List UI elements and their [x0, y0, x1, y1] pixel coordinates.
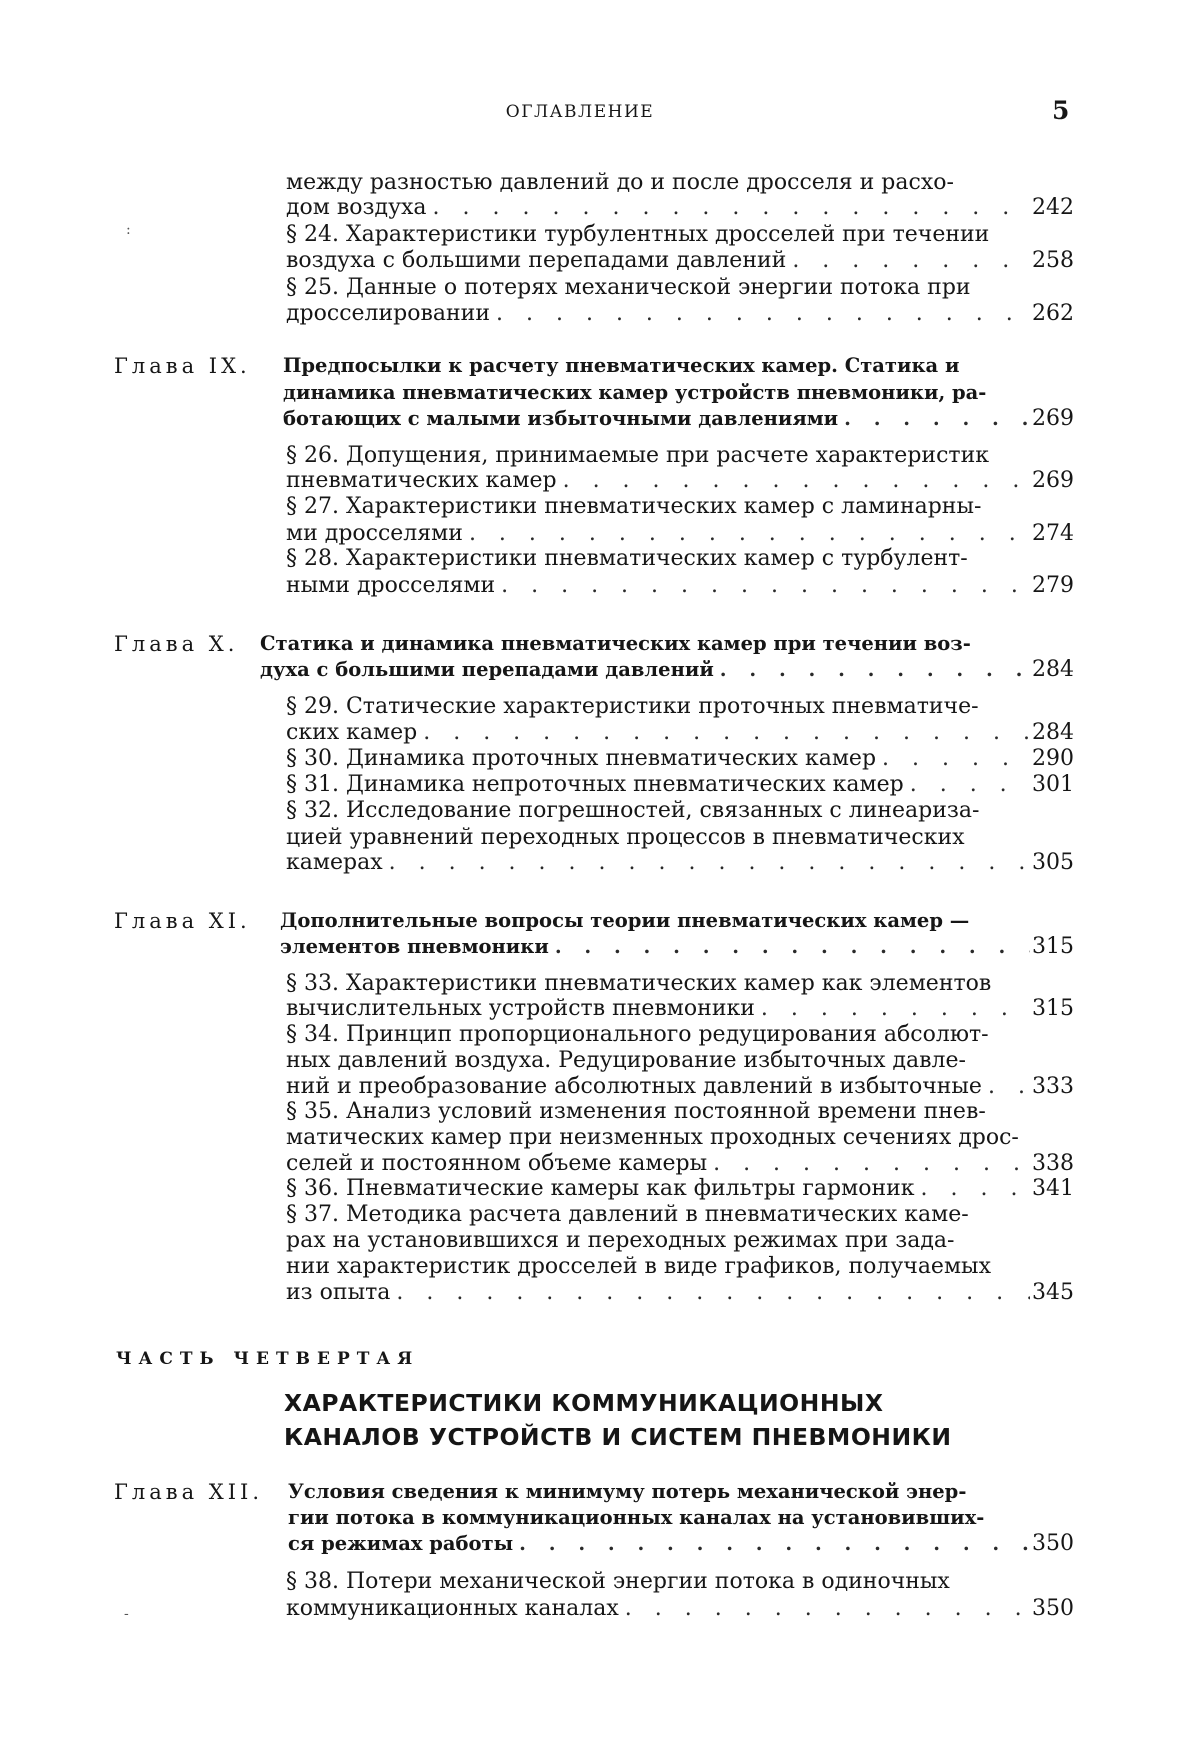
page-ref: 284 [1032, 657, 1074, 682]
page-ref: 341 [1032, 1176, 1074, 1201]
page-ref: 258 [1032, 248, 1074, 273]
toc-entry-text: § 32. Исследование погрешностей, связанных с линеариза- [286, 798, 980, 823]
toc-entry [286, 694, 979, 720]
toc-entry-text: селей и постоянном объеме камеры [286, 1151, 708, 1176]
chapter-title-text: духа с большими перепадами давлений [260, 658, 714, 681]
page-ref: 305 [1032, 850, 1074, 875]
page-ref: 338 [1032, 1151, 1074, 1176]
dot-leader [396, 1280, 1030, 1306]
chapter-title [288, 1505, 984, 1531]
toc-entry-text: дросселировании [286, 301, 490, 326]
chapter-title [280, 908, 969, 934]
dot-leader [792, 248, 1030, 274]
toc-entry [286, 1569, 950, 1595]
dot-leader [519, 1531, 1030, 1557]
toc-entry [286, 1022, 989, 1048]
toc-entry [286, 1099, 986, 1125]
page-ref: 350 [1032, 1531, 1074, 1556]
toc-entry [286, 170, 954, 196]
dot-leader [469, 521, 1030, 547]
toc-entry-text: ских камер [286, 720, 418, 745]
toc-entry [286, 1151, 1030, 1177]
dot-leader [988, 1074, 1030, 1100]
toc-entry [286, 1228, 954, 1254]
dot-leader [555, 934, 1030, 960]
chapter-title-text: Условия сведения к минимуму потерь механической энер- [288, 1480, 967, 1503]
toc-entry-text: § 26. Допущения, принимаемые при расчете характеристик [286, 443, 989, 468]
toc-entry [286, 825, 965, 851]
chapter-title-text: Дополнительные вопросы теории пневматических камер — [280, 909, 970, 932]
toc-entry [286, 275, 971, 301]
part-title-line-1: ХАРАКТЕРИСТИКИ КОММУНИКАЦИОННЫХ [284, 1389, 884, 1417]
toc-entry [286, 468, 1030, 494]
page-ref: 269 [1032, 468, 1074, 493]
toc-entry-text: пневматических камер [286, 468, 557, 493]
toc-entry [286, 1176, 1030, 1202]
page-number: 5 [1052, 96, 1070, 125]
page-ref: 262 [1032, 301, 1074, 326]
toc-entry-text: § 25. Данные о потерях механической энергии потока при [286, 275, 971, 300]
toc-entry [286, 248, 1030, 274]
toc-entry-text: нии характеристик дросселей в виде графиков, получаемых [286, 1254, 991, 1279]
toc-entry-text: § 31. Динамика непроточных пневматических камер [286, 772, 904, 797]
toc-entry-text: § 34. Принцип пропорционального редуцирования абсолют- [286, 1022, 989, 1047]
margin-mark: - [124, 1606, 129, 1622]
dot-leader [389, 850, 1030, 876]
toc-entry-text: из опыта [286, 1280, 391, 1305]
dot-leader [921, 1176, 1030, 1202]
dot-leader [496, 301, 1030, 327]
dot-leader [882, 746, 1030, 772]
dot-leader [761, 996, 1030, 1022]
chapter-title-text: ся режимах работы [288, 1532, 514, 1555]
toc-entry [286, 1254, 991, 1280]
toc-entry-text: ми дросселями [286, 521, 463, 546]
toc-entry [286, 1048, 966, 1074]
part-label: ЧАСТЬ ЧЕТВЕРТАЯ [116, 1349, 420, 1369]
chapter-title-text: динамика пневматических камер устройств пневмоники, ра- [283, 381, 987, 404]
toc-entry [286, 798, 979, 824]
toc-entry-text: рах на установившихся и переходных режимах при зада- [286, 1228, 955, 1253]
toc-entry-text: цией уравнений переходных процессов в пневматических [286, 825, 965, 850]
dot-leader [844, 406, 1030, 432]
toc-entry [286, 301, 1030, 327]
toc-entry-text: ными дросселями [286, 573, 496, 598]
toc-entry-text: вычислительных устройств пневмоники [286, 996, 755, 1021]
toc-entry-text: § 33. Характеристики пневматических камер как элементов [286, 971, 992, 996]
toc-entry-text: ний и преобразование абсолютных давлений в избыточные [286, 1074, 982, 1099]
dot-leader [910, 772, 1030, 798]
chapter-title [288, 1479, 966, 1505]
chapter-title-text: ботающих с малыми избыточными давлениями [283, 407, 839, 430]
toc-entry-text: § 36. Пневматические камеры как фильтры гармоник [286, 1176, 915, 1201]
page-ref: 269 [1032, 406, 1074, 431]
toc-entry-text: между разностью давлений до и после дросселя и расхо- [286, 170, 954, 195]
toc-entry [286, 573, 1030, 599]
toc-entry-text: матических камер при неизменных проходных сечениях дрос- [286, 1125, 1019, 1150]
chapter-title-text: элементов пневмоники [280, 935, 549, 958]
page-ref: 242 [1032, 195, 1074, 220]
page-ref: 350 [1032, 1596, 1074, 1621]
toc-entry-text: § 27. Характеристики пневматических камер с ламинарны- [286, 494, 982, 519]
page-ref: 301 [1032, 772, 1074, 797]
toc-entry [286, 996, 1030, 1022]
toc-entry-text: коммуникационных каналах [286, 1596, 619, 1621]
page-ref: 274 [1032, 521, 1074, 546]
part-title-line-2: КАНАЛОВ УСТРОЙСТВ И СИСТЕМ ПНЕВМОНИКИ [284, 1423, 952, 1451]
toc-entry [286, 850, 1030, 876]
chapter-label: Глава X. [114, 632, 239, 656]
toc-entry-text: § 37. Методика расчета давлений в пневматических каме- [286, 1202, 969, 1227]
toc-entry-text: ных давлений воздуха. Редуцирование избыточных давле- [286, 1048, 966, 1073]
dot-leader [713, 1151, 1030, 1177]
dot-leader [720, 657, 1030, 683]
dot-leader [563, 468, 1030, 494]
page-ref: 315 [1032, 934, 1074, 959]
page-ref: 279 [1032, 573, 1074, 598]
chapter-title-text: Статика и динамика пневматических камер при течении воз- [260, 632, 971, 655]
page-ref: 290 [1032, 746, 1074, 771]
toc-entry [286, 971, 991, 997]
toc-entry [286, 1202, 969, 1228]
toc-entry-text: § 29. Статические характеристики проточных пневматиче- [286, 694, 979, 719]
dot-leader [625, 1596, 1030, 1622]
chapter-title [283, 406, 1030, 432]
toc-entry [286, 195, 1030, 221]
toc-entry [286, 1596, 1030, 1622]
page-ref: 333 [1032, 1074, 1074, 1099]
chapter-title-text: гии потока в коммуникационных каналах на установивших- [288, 1506, 985, 1529]
toc-entry [286, 222, 989, 248]
margin-mark: : [126, 222, 131, 238]
toc-entry-text: § 38. Потери механической энергии потока в одиночных [286, 1569, 950, 1594]
page-ref: 315 [1032, 996, 1074, 1021]
toc-entry-text: § 35. Анализ условий изменения постоянной времени пнев- [286, 1099, 986, 1124]
toc-entry [286, 1074, 1030, 1100]
chapter-label: Глава IX. [114, 354, 251, 378]
toc-entry-text: § 28. Характеристики пневматических камер с турбулент- [286, 546, 968, 571]
toc-entry [286, 720, 1030, 746]
dot-leader [423, 720, 1030, 746]
chapter-title [283, 380, 986, 406]
page-ref: 284 [1032, 720, 1074, 745]
page-ref: 345 [1032, 1280, 1074, 1305]
toc-entry [286, 521, 1030, 547]
toc-entry [286, 1125, 1019, 1151]
chapter-title [283, 353, 959, 379]
dot-leader [433, 195, 1030, 221]
toc-entry-text: § 30. Динамика проточных пневматических камер [286, 746, 877, 771]
chapter-title [260, 631, 971, 657]
chapter-label: Глава XI. [114, 909, 251, 933]
chapter-title-text: Предпосылки к расчету пневматических камер. Статика и [283, 354, 960, 377]
chapter-label: Глава XII. [114, 1480, 263, 1504]
toc-entry-text: § 24. Характеристики турбулентных дросселей при течении [286, 222, 990, 247]
chapter-title [280, 934, 1030, 960]
toc-entry [286, 494, 981, 520]
chapter-title [288, 1531, 1030, 1557]
toc-entry-text: воздуха с большими перепадами давлений [286, 248, 787, 273]
toc-entry-text: камерах [286, 850, 383, 875]
toc-entry [286, 546, 968, 572]
toc-entry [286, 443, 989, 469]
dot-leader [501, 573, 1030, 599]
chapter-title [260, 657, 1030, 683]
running-title: ОГЛАВЛЕНИЕ [505, 102, 655, 122]
toc-entry [286, 772, 1030, 798]
page-header [0, 96, 1200, 138]
toc-entry [286, 1280, 1030, 1306]
toc-entry [286, 746, 1030, 772]
toc-entry-text: дом воздуха [286, 195, 427, 220]
